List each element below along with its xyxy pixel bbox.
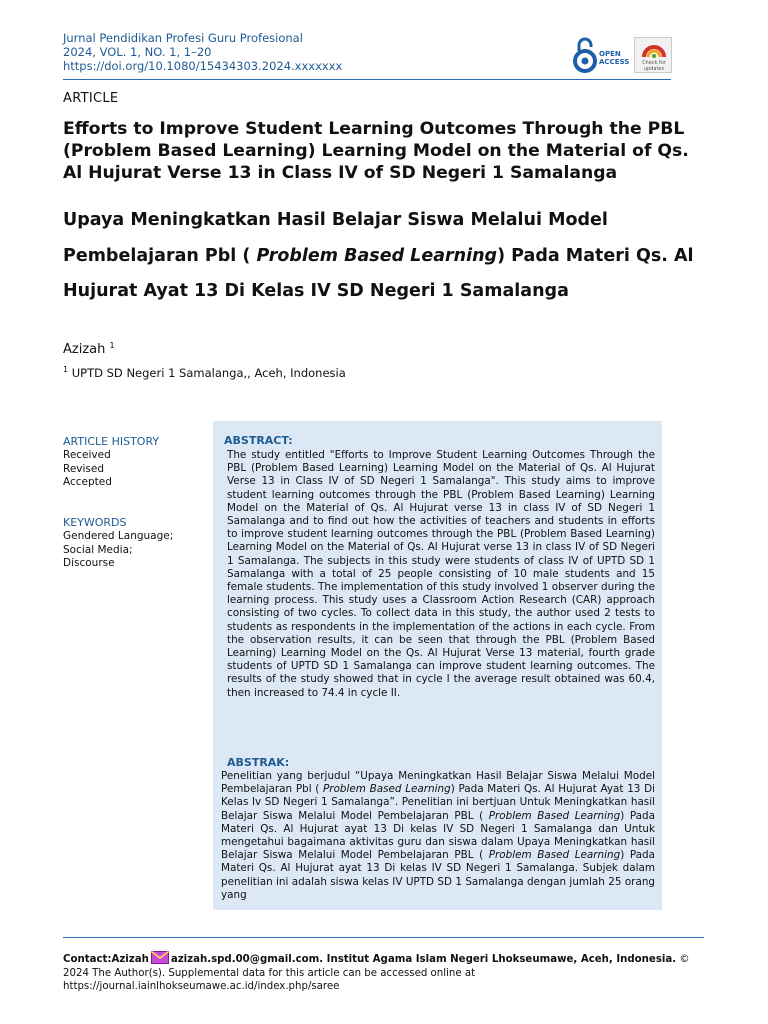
- author-name: Azizah: [63, 342, 106, 357]
- keyword-item: Gendered Language;: [63, 530, 174, 543]
- abstrak-heading: ABSTRAK:: [227, 756, 290, 769]
- header-divider: [63, 79, 671, 80]
- contact-label: Contact:: [63, 954, 112, 965]
- mail-icon: [151, 951, 169, 964]
- journal-header: [63, 31, 342, 73]
- journal-name: Jurnal Pendidikan Profesi Guru Profesional: [63, 31, 303, 45]
- keywords-heading: KEYWORDS: [63, 516, 127, 529]
- contact-footer: [63, 951, 705, 994]
- journal-issue: 2024, VOL. 1, NO. 1, 1–20: [63, 45, 212, 59]
- article-history: [63, 435, 203, 489]
- keywords: [63, 516, 203, 570]
- author-line: Azizah $^1$: [63, 341, 115, 357]
- history-item: Revised: [63, 462, 105, 475]
- open-access-label: OPEN ACCESS: [599, 50, 630, 66]
- history-item: Accepted: [63, 475, 112, 488]
- affiliation: $^1$ UPTD SD Negeri 1 Samalanga,, Aceh, Indonesia: [63, 365, 346, 380]
- article-type: ARTICLE: [63, 91, 119, 106]
- article-history-heading: ARTICLE HISTORY: [63, 435, 160, 448]
- contact-name: Azizah: [111, 954, 149, 965]
- abstract-heading: ABSTRACT:: [224, 434, 293, 447]
- check-for-updates-label: Check for updates: [642, 60, 666, 72]
- contact-email-link[interactable]: azizah.spd.00@gmail.com: [170, 954, 320, 965]
- abstract-body: The study entitled "Efforts to Improve Student Learning Outcomes Through the PBL (Problem Based Learning) Learning Model on the Material of Qs. Al Hujurat Verse 13 in Class IV of SD Negeri 1 Samalanga". This study aims to improve student learning outcomes through the PBL (Problem Based Learning) Learning Model on the Material of Qs. Al Hujurat verse 13 in class IV of SD Negeri 1 Samalanga and to find out how the activities of teachers and students in efforts to improve student learning outcomes through the PBL (Problem Based Learning) Learning Model on the Material of Qs. Al Hujurat verse 13 in class IV of SD Negeri 1 Samalanga. The subjects in this study were students of class IV of UPTD SD 1 Samalanga with a total of 25 people consisting of 10 male students and 15 female students. The implementation of this study involved 1 observer during the learning process. This study uses a Classroom Action Research (CAR) approach consisting of two cycles. To collect data in this study, the author used 2 tests to students as respondents in the implementation of the actions in each cycle. From the observation results, it can be seen that through the PBL (Problem Based Learning) Learning Model on the Qs. Al Hujurat Verse 13 material, fourth grade students of UPTD SD 1 Samalanga can improve student learning outcomes. The results of the study showed that in cycle I the average result obtained was 60.4, then increased to 74.4 in cycle II.: [227, 449, 655, 699]
- check-for-updates-icon: [635, 39, 673, 61]
- history-item: Received: [63, 449, 111, 462]
- journal-doi-link[interactable]: https://doi.org/10.1080/15434303.2024.xxxxxxx: [63, 59, 343, 73]
- contact-institution: . Institut Agama Islam Negeri Lhokseumawe, Aceh, Indonesia.: [319, 954, 677, 965]
- keyword-item: Discourse: [63, 556, 115, 569]
- keyword-item: Social Media;: [63, 543, 133, 556]
- open-access-lock-icon: [572, 37, 598, 73]
- check-for-updates-button[interactable]: [634, 37, 672, 73]
- copyright-notice: © 2024 The Author(s). Supplemental data for this article can be accessed online at https://journal.iainlhokseumawe.ac.id/index.php/saree: [63, 954, 690, 992]
- title-indonesian: Upaya Meningkatkan Hasil Belajar Siswa Melalui Model Pembelajaran Pbl ( Problem Based Learning) Pada Materi Qs. Al Hujurat Ayat 13 Di Kelas IV SD Negeri 1 Samalanga: [63, 210, 694, 301]
- footer-divider: [63, 937, 704, 938]
- badges: [572, 37, 672, 73]
- abstrak-body: Penelitian yang berjudul “Upaya Meningkatkan Hasil Belajar Siswa Melalui Model Pembelajaran Pbl ( Problem Based Learning) Pada Materi Qs. Al Hujurat Ayat 13 Di Kelas Iv SD Negeri 1 Samalanga”. Penelitian ini bertjuan Untuk Meningkatkan hasil Belajar Siswa Melalui Model Pembelajaran PBL ( Problem Based Learning) Pada Materi Qs. Al Hujurat ayat 13 Di kelas IV SD Negeri 1 Samalanga dan Untuk mengetahui bagaimana aktivitas guru dan siswa dalam Upaya Meningkatkan hasil Belajar Siswa Melalui Model Pembelajaran PBL ( Problem Based Learning) Pada Materi Qs. Al Hujurat ayat 13 Di kelas IV SD Negeri 1 Samalanga. Subjek dalam penelitian ini adalah siswa kelas IV UPTD SD 1 Samalanga dengan jumlah 25 orang yang: [221, 770, 655, 901]
- title-english: Efforts to Improve Student Learning Outcomes Through the PBL (Problem Based Learning) Learning Model on the Material of Qs. Al Hujurat Verse 13 in Class IV of SD Negeri 1 Samalanga: [63, 119, 689, 183]
